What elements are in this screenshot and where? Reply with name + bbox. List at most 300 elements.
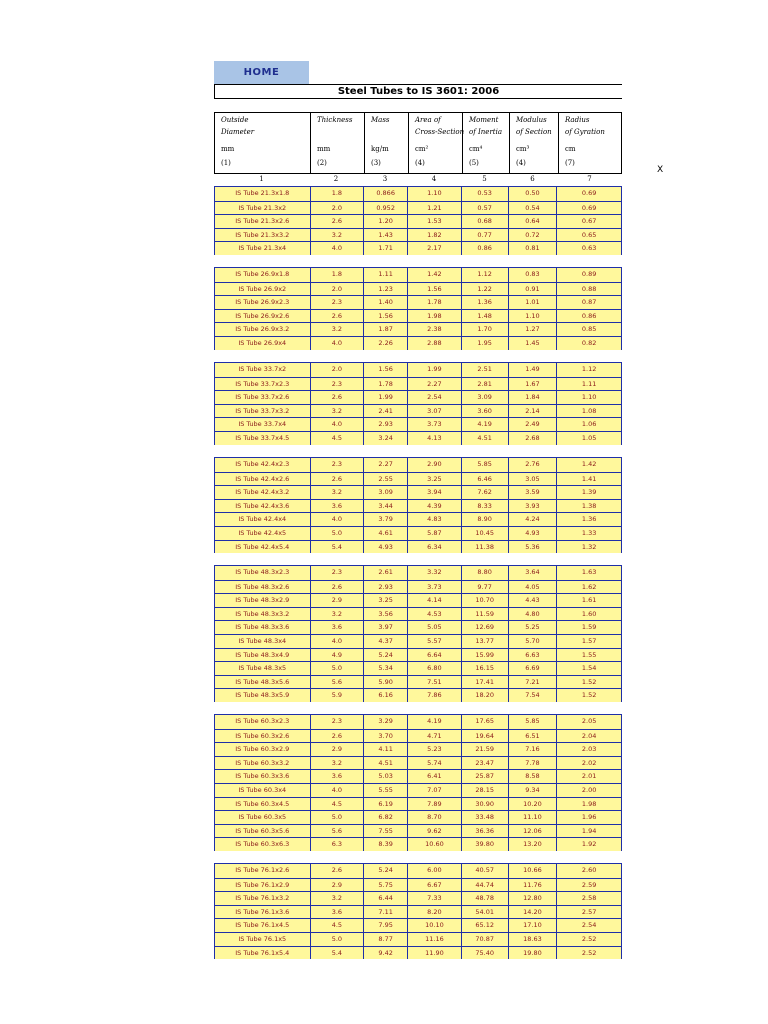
table-cell: 7.78	[508, 757, 557, 770]
table-cell: 3.44	[363, 500, 407, 513]
table-cell: 11.90	[407, 947, 461, 960]
table-cell: 1.8	[310, 268, 364, 282]
table-cell: 2.00	[556, 784, 621, 797]
table-row	[215, 566, 621, 580]
table-cell: 1.10	[556, 391, 621, 404]
table-cell: 11.76	[508, 879, 557, 892]
tube-designation-cell: IS Tube 33.7x4.5	[235, 433, 290, 442]
table-cell: 14.20	[508, 906, 557, 919]
table-cell: 3.25	[363, 594, 407, 607]
tube-designation-cell: IS Tube 60.3x6.3	[235, 840, 290, 849]
table-cell: 4.37	[363, 635, 407, 648]
tube-designation-cell: IS Tube 26.9x3.2	[235, 325, 290, 334]
table-cell: 1.08	[556, 405, 621, 418]
table-cell: 0.89	[556, 268, 621, 282]
table-cell: 2.0	[310, 363, 364, 377]
table-cell: 12.06	[508, 825, 557, 838]
tube-designation-cell: IS Tube 48.3x2.9	[235, 596, 290, 605]
table-cell: 3.29	[363, 715, 407, 729]
tube-designation-cell: IS Tube 76.1x2.9	[235, 880, 290, 889]
table-cell: 1.78	[407, 296, 461, 309]
table-cell: 25.87	[461, 770, 508, 783]
table-cell: 5.24	[363, 649, 407, 662]
table-cell: 2.60	[556, 864, 621, 878]
table-row	[215, 634, 621, 648]
table-cell: 9.77	[461, 581, 508, 594]
table-row	[215, 187, 621, 201]
table-cell: 2.9	[310, 594, 364, 607]
table-cell: 4.0	[310, 242, 364, 255]
header-name: Thickness	[317, 116, 353, 124]
table-cell: 0.57	[461, 202, 508, 215]
table-row	[215, 336, 621, 350]
table-row	[215, 810, 621, 824]
table-row	[215, 431, 621, 445]
table-cell: 11.16	[407, 933, 461, 946]
tube-designation-cell: IS Tube 21.3x3.2	[235, 230, 290, 239]
table-cell: 1.11	[556, 378, 621, 391]
table-cell: 1.45	[508, 337, 557, 350]
table-cell: 1.57	[556, 635, 621, 648]
table-cell: 2.6	[310, 730, 364, 743]
table-cell: 2.6	[310, 215, 364, 228]
tube-designation-cell: IS Tube 76.1x3.2	[235, 894, 290, 903]
table-cell: 2.27	[363, 458, 407, 472]
table-cell: 8.58	[508, 770, 557, 783]
tube-designation-cell: IS Tube 76.1x5.4	[235, 948, 290, 957]
table-cell: 2.61	[363, 566, 407, 580]
table-row	[215, 282, 621, 296]
table-cell: 4.5	[310, 798, 364, 811]
table-cell: 5.75	[363, 879, 407, 892]
table-cell: 13.20	[508, 838, 557, 851]
table-cell: 1.10	[407, 187, 461, 201]
tube-designation-cell: IS Tube 26.9x1.8	[235, 270, 290, 278]
table-cell: 1.32	[556, 541, 621, 554]
table-cell: 12.69	[461, 621, 508, 634]
table-cell: 1.36	[556, 513, 621, 526]
header-unit: cm⁴	[469, 145, 483, 153]
header-name: Moment of Inertia	[469, 116, 503, 136]
header-number: (5)	[469, 159, 479, 167]
table-row	[215, 918, 621, 932]
table-cell: 10.45	[461, 527, 508, 540]
table-cell: 6.82	[363, 811, 407, 824]
table-cell: 1.43	[363, 229, 407, 242]
table-cell: 2.49	[508, 418, 557, 431]
tube-designation-cell: IS Tube 33.7x2	[238, 365, 287, 373]
table-cell: 15.99	[461, 649, 508, 662]
table-cell: 8.33	[461, 500, 508, 513]
table-cell: 1.62	[556, 581, 621, 594]
table-cell: 5.85	[461, 458, 508, 472]
table-row	[215, 390, 621, 404]
table-cell: 70.87	[461, 933, 508, 946]
table-row	[215, 824, 621, 838]
tube-designation-cell: IS Tube 60.3x5	[238, 813, 287, 822]
table-cell: 3.05	[508, 473, 557, 486]
table-row	[215, 878, 621, 892]
column-number: 6	[530, 175, 535, 183]
table-cell: 2.6	[310, 391, 364, 404]
table-row	[215, 580, 621, 594]
table-cell: 10.10	[407, 919, 461, 932]
table-cell: 0.54	[508, 202, 557, 215]
table-cell: 1.70	[461, 323, 508, 336]
header-number: (4)	[516, 159, 526, 167]
table-cell: 3.6	[310, 500, 364, 513]
table-cell: 1.40	[363, 296, 407, 309]
table-cell: 8.39	[363, 838, 407, 851]
table-cell: 1.12	[461, 268, 508, 282]
table-row	[215, 688, 621, 702]
table-cell: 0.69	[556, 187, 621, 201]
table-cell: 5.85	[508, 715, 557, 729]
table-cell: 2.17	[407, 242, 461, 255]
table-cell: 3.2	[310, 486, 364, 499]
table-cell: 2.54	[556, 919, 621, 932]
header-col-7	[558, 113, 623, 173]
table-cell: 2.6	[310, 581, 364, 594]
table-cell: 2.9	[310, 879, 364, 892]
table-cell: 2.51	[461, 363, 508, 377]
table-cell: 4.14	[407, 594, 461, 607]
table-row	[215, 837, 621, 851]
table-cell: 1.38	[556, 500, 621, 513]
tube-designation-cell: IS Tube 21.3x4	[238, 244, 287, 253]
table-cell: 1.99	[407, 363, 461, 377]
table-row	[215, 675, 621, 689]
table-cell: 1.06	[556, 418, 621, 431]
table-cell: 0.72	[508, 229, 557, 242]
table-cell: 4.19	[407, 715, 461, 729]
table-cell: 5.55	[363, 784, 407, 797]
table-cell: 1.87	[363, 323, 407, 336]
tube-designation-cell: IS Tube 48.3x2.6	[235, 582, 290, 591]
table-cell: 1.8	[310, 187, 364, 201]
table-cell: 1.52	[556, 676, 621, 689]
table-cell: 17.41	[461, 676, 508, 689]
header-col-6	[509, 113, 558, 173]
tube-designation-cell: IS Tube 76.1x2.6	[235, 866, 290, 874]
table-cell: 1.63	[556, 566, 621, 580]
table-cell: 6.67	[407, 879, 461, 892]
table-cell: 7.55	[363, 825, 407, 838]
table-cell: 4.13	[407, 432, 461, 445]
header-unit: mm	[317, 145, 331, 153]
header-number: (4)	[415, 159, 425, 167]
tube-designation-cell: IS Tube 60.3x3.2	[235, 758, 290, 767]
tube-designation-cell: IS Tube 33.7x4	[238, 420, 287, 429]
table-cell: 2.54	[407, 391, 461, 404]
header-unit: cm³	[516, 145, 530, 153]
table-cell: 1.41	[556, 473, 621, 486]
tube-designation-cell: IS Tube 60.3x3.6	[235, 772, 290, 781]
table-cell: 0.50	[508, 187, 557, 201]
table-row	[215, 228, 621, 242]
column-number: 7	[587, 175, 592, 183]
tube-designation-cell: IS Tube 33.7x2.6	[235, 393, 290, 402]
table-cell: 2.01	[556, 770, 621, 783]
table-cell: 2.27	[407, 378, 461, 391]
table-row	[215, 742, 621, 756]
table-cell: 1.82	[407, 229, 461, 242]
table-row	[215, 715, 621, 729]
table-row	[215, 620, 621, 634]
tube-designation-cell: IS Tube 48.3x4.9	[235, 650, 290, 659]
table-cell: 4.93	[508, 527, 557, 540]
tube-designation-cell: IS Tube 76.1x4.5	[235, 921, 290, 930]
table-cell: 1.56	[363, 310, 407, 323]
table-cell: 4.39	[407, 500, 461, 513]
table-cell: 1.49	[508, 363, 557, 377]
table-cell: 5.34	[363, 662, 407, 675]
table-row	[215, 363, 621, 377]
table-cell: 4.5	[310, 919, 364, 932]
table-row	[215, 241, 621, 255]
column-number: 4	[431, 175, 437, 183]
tube-group	[214, 362, 622, 445]
table-cell: 1.55	[556, 649, 621, 662]
table-cell: 5.57	[407, 635, 461, 648]
tube-designation-cell: IS Tube 48.3x5	[238, 664, 287, 673]
tube-designation-cell: IS Tube 60.3x2.3	[235, 717, 290, 725]
table-cell: 4.05	[508, 581, 557, 594]
table-cell: 3.64	[508, 566, 557, 580]
table-cell: 7.11	[363, 906, 407, 919]
column-number: 2	[333, 175, 339, 183]
table-cell: 7.33	[407, 892, 461, 905]
table-cell: 7.89	[407, 798, 461, 811]
table-cell: 2.3	[310, 715, 364, 729]
table-cell: 39.80	[461, 838, 508, 851]
table-cell: 7.95	[363, 919, 407, 932]
table-cell: 5.25	[508, 621, 557, 634]
header-unit: cm²	[415, 145, 429, 153]
table-cell: 3.73	[407, 581, 461, 594]
tube-group	[214, 565, 622, 702]
table-cell: 0.86	[461, 242, 508, 255]
table-cell: 0.81	[508, 242, 557, 255]
header-col-2	[310, 113, 364, 173]
table-cell: 2.05	[556, 715, 621, 729]
table-cell: 2.6	[310, 310, 364, 323]
table-cell: 5.24	[363, 864, 407, 878]
table-cell: 3.79	[363, 513, 407, 526]
page-title: Steel Tubes to IS 3601: 2006	[214, 84, 622, 99]
table-cell: 17.65	[461, 715, 508, 729]
table-row	[215, 268, 621, 282]
table-cell: 3.6	[310, 770, 364, 783]
table-cell: 2.3	[310, 296, 364, 309]
tube-designation-cell: IS Tube 60.3x2.6	[235, 731, 290, 740]
tube-designation-cell: IS Tube 48.3x2.3	[235, 568, 290, 576]
table-cell: 1.33	[556, 527, 621, 540]
table-cell: 6.00	[407, 864, 461, 878]
table-cell: 5.74	[407, 757, 461, 770]
table-cell: 1.48	[461, 310, 508, 323]
table-cell: 3.2	[310, 323, 364, 336]
table-cell: 3.32	[407, 566, 461, 580]
table-cell: 3.73	[407, 418, 461, 431]
table-cell: 4.9	[310, 649, 364, 662]
table-cell: 11.38	[461, 541, 508, 554]
table-cell: 1.42	[556, 458, 621, 472]
table-cell: 2.52	[556, 947, 621, 960]
table-cell: 4.80	[508, 608, 557, 621]
table-cell: 16.15	[461, 662, 508, 675]
table-cell: 1.11	[363, 268, 407, 282]
table-cell: 30.90	[461, 798, 508, 811]
table-cell: 5.36	[508, 541, 557, 554]
tube-designation-cell: IS Tube 42.4x5	[238, 528, 287, 537]
header-number: (1)	[221, 159, 231, 167]
table-cell: 4.0	[310, 784, 364, 797]
table-cell: 2.81	[461, 378, 508, 391]
table-row	[215, 526, 621, 540]
table-cell: 3.2	[310, 229, 364, 242]
table-cell: 4.24	[508, 513, 557, 526]
table-cell: 33.48	[461, 811, 508, 824]
header-name: Radius of Gyration	[565, 116, 605, 136]
table-cell: 10.20	[508, 798, 557, 811]
table-cell: 0.53	[461, 187, 508, 201]
table-cell: 2.90	[407, 458, 461, 472]
table-cell: 4.0	[310, 513, 364, 526]
header-col-4	[408, 113, 465, 173]
table-cell: 65.12	[461, 919, 508, 932]
table-cell: 1.84	[508, 391, 557, 404]
tube-designation-cell: IS Tube 33.7x3.2	[235, 406, 290, 415]
table-cell: 3.60	[461, 405, 508, 418]
table-cell: 5.4	[310, 947, 364, 960]
table-cell: 4.51	[363, 757, 407, 770]
table-cell: 18.63	[508, 933, 557, 946]
table-cell: 7.07	[407, 784, 461, 797]
table-cell: 5.05	[407, 621, 461, 634]
tube-group	[214, 267, 622, 350]
table-row	[215, 404, 621, 418]
tube-group	[214, 186, 622, 255]
table-cell: 8.70	[407, 811, 461, 824]
table-cell: 5.70	[508, 635, 557, 648]
table-row	[215, 472, 621, 486]
table-cell: 0.69	[556, 202, 621, 215]
table-cell: 1.52	[556, 689, 621, 702]
table-cell: 9.62	[407, 825, 461, 838]
table-row	[215, 905, 621, 919]
table-cell: 5.6	[310, 825, 364, 838]
table-cell: 0.77	[461, 229, 508, 242]
table-cell: 7.54	[508, 689, 557, 702]
table-cell: 5.6	[310, 676, 364, 689]
table-cell: 0.63	[556, 242, 621, 255]
table-cell: 9.34	[508, 784, 557, 797]
table-cell: 7.16	[508, 743, 557, 756]
table-cell: 1.27	[508, 323, 557, 336]
table-cell: 1.54	[556, 662, 621, 675]
table-cell: 0.88	[556, 283, 621, 296]
tube-designation-cell: IS Tube 76.1x3.6	[235, 907, 290, 916]
tube-designation-cell: IS Tube 21.3x2	[238, 203, 287, 212]
home-button[interactable]: HOME	[214, 61, 309, 84]
table-cell: 3.94	[407, 486, 461, 499]
table-cell: 4.0	[310, 635, 364, 648]
table-cell: 1.22	[461, 283, 508, 296]
header-col-5	[462, 113, 509, 173]
table-cell: 0.866	[363, 187, 407, 201]
tube-designation-cell: IS Tube 42.4x2.3	[235, 460, 290, 468]
table-cell: 11.10	[508, 811, 557, 824]
tube-designation-cell: IS Tube 26.9x4	[238, 338, 287, 347]
tube-designation-cell: IS Tube 26.9x2	[238, 284, 287, 293]
table-cell: 36.36	[461, 825, 508, 838]
tube-designation-cell: IS Tube 60.3x4.5	[235, 799, 290, 808]
table-cell: 1.56	[407, 283, 461, 296]
table-cell: 1.12	[556, 363, 621, 377]
table-row	[215, 512, 621, 526]
table-cell: 0.82	[556, 337, 621, 350]
table-cell: 2.6	[310, 473, 364, 486]
table-cell: 3.2	[310, 405, 364, 418]
table-cell: 4.5	[310, 432, 364, 445]
tube-designation-cell: IS Tube 21.3x2.6	[235, 217, 290, 226]
table-cell: 4.0	[310, 337, 364, 350]
table-row	[215, 485, 621, 499]
tube-group	[214, 714, 622, 851]
tube-designation-cell: IS Tube 60.3x2.9	[235, 745, 290, 754]
table-cell: 1.56	[363, 363, 407, 377]
tube-designation-cell: IS Tube 48.3x5.6	[235, 677, 290, 686]
table-cell: 5.23	[407, 743, 461, 756]
table-cell: 6.80	[407, 662, 461, 675]
table-cell: 1.67	[508, 378, 557, 391]
table-cell: 7.21	[508, 676, 557, 689]
table-cell: 3.6	[310, 906, 364, 919]
table-cell: 6.63	[508, 649, 557, 662]
table-cell: 1.60	[556, 608, 621, 621]
tube-designation-cell: IS Tube 42.4x3.2	[235, 488, 290, 497]
table-cell: 4.93	[363, 541, 407, 554]
header-name: Area of Cross-Section	[415, 116, 465, 136]
table-cell: 10.70	[461, 594, 508, 607]
header-name: Modulus of Section	[516, 116, 552, 136]
table-row	[215, 499, 621, 513]
table-cell: 3.2	[310, 757, 364, 770]
table-row	[215, 593, 621, 607]
table-cell: 40.57	[461, 864, 508, 878]
table-cell: 1.39	[556, 486, 621, 499]
table-cell: 7.62	[461, 486, 508, 499]
table-cell: 5.0	[310, 527, 364, 540]
table-cell: 2.04	[556, 730, 621, 743]
tube-designation-cell: IS Tube 48.3x4	[238, 636, 287, 645]
table-cell: 2.59	[556, 879, 621, 892]
table-row	[215, 458, 621, 472]
table-cell: 8.80	[461, 566, 508, 580]
tube-group	[214, 863, 622, 959]
table-cell: 2.68	[508, 432, 557, 445]
header-unit: kg/m	[371, 145, 389, 153]
table-row	[215, 864, 621, 878]
table-cell: 9.42	[363, 947, 407, 960]
table-cell: 2.26	[363, 337, 407, 350]
table-cell: 1.96	[556, 811, 621, 824]
table-cell: 4.51	[461, 432, 508, 445]
table-cell: 3.70	[363, 730, 407, 743]
table-cell: 2.52	[556, 933, 621, 946]
table-cell: 2.3	[310, 378, 364, 391]
